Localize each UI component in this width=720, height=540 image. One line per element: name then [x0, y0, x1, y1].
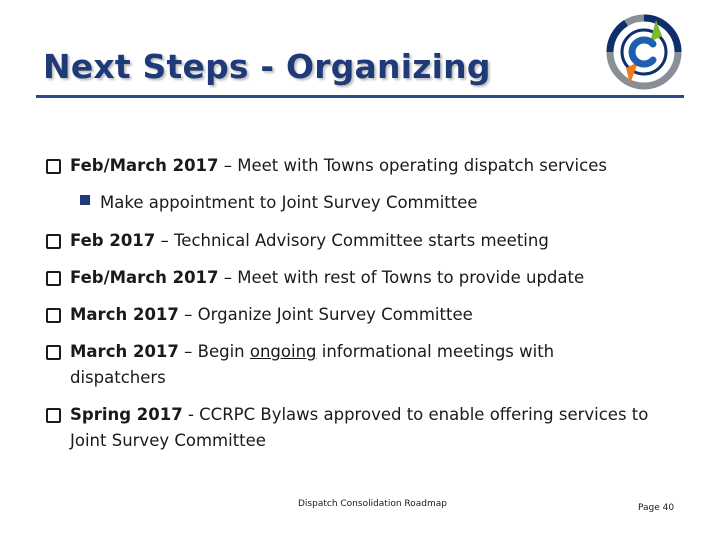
item-text: – Begin	[178, 342, 250, 361]
title-underline	[36, 95, 684, 98]
list-item	[46, 153, 607, 179]
list-item	[46, 228, 549, 254]
item-text: – Technical Advisory Committee starts meeting	[155, 231, 549, 250]
list-item	[46, 302, 473, 328]
item-date: Feb/March 2017	[70, 156, 219, 175]
page-number: Page 40	[638, 503, 675, 513]
list-item	[46, 339, 590, 391]
list-item	[46, 265, 584, 291]
footer-text: Dispatch Consolidation Roadmap	[298, 499, 447, 509]
item-text: - CCRPC Bylaws approved to enable offering services to Joint Survey Committee	[70, 405, 649, 450]
list-item	[46, 402, 650, 454]
square-bullet-icon	[80, 195, 90, 205]
item-text: – Meet with Towns operating dispatch services	[218, 156, 607, 175]
checkbox-bullet-icon	[46, 234, 61, 249]
item-text: informational meetings with dispatchers	[70, 342, 555, 387]
item-text: – Organize Joint Survey Committee	[178, 305, 473, 324]
ccrpc-logo-icon	[606, 14, 682, 90]
checkbox-bullet-icon	[46, 408, 61, 423]
checkbox-bullet-icon	[46, 308, 61, 323]
checkbox-bullet-icon	[46, 345, 61, 360]
item-date: Spring 2017	[70, 405, 183, 424]
checkbox-bullet-icon	[46, 271, 61, 286]
item-date: March 2017	[70, 305, 179, 324]
sub-item-text: Make appointment to Joint Survey Committee	[100, 193, 478, 212]
item-underlined-text: ongoing	[249, 342, 317, 361]
item-date: Feb/March 2017	[70, 268, 219, 287]
item-text: – Meet with rest of Towns to provide update	[218, 268, 585, 287]
checkbox-bullet-icon	[46, 159, 61, 174]
item-date: March 2017	[70, 342, 179, 361]
item-date: Feb 2017	[70, 231, 156, 250]
sub-list-item	[80, 190, 478, 216]
slide-title: Next Steps - Organizing	[43, 47, 491, 86]
